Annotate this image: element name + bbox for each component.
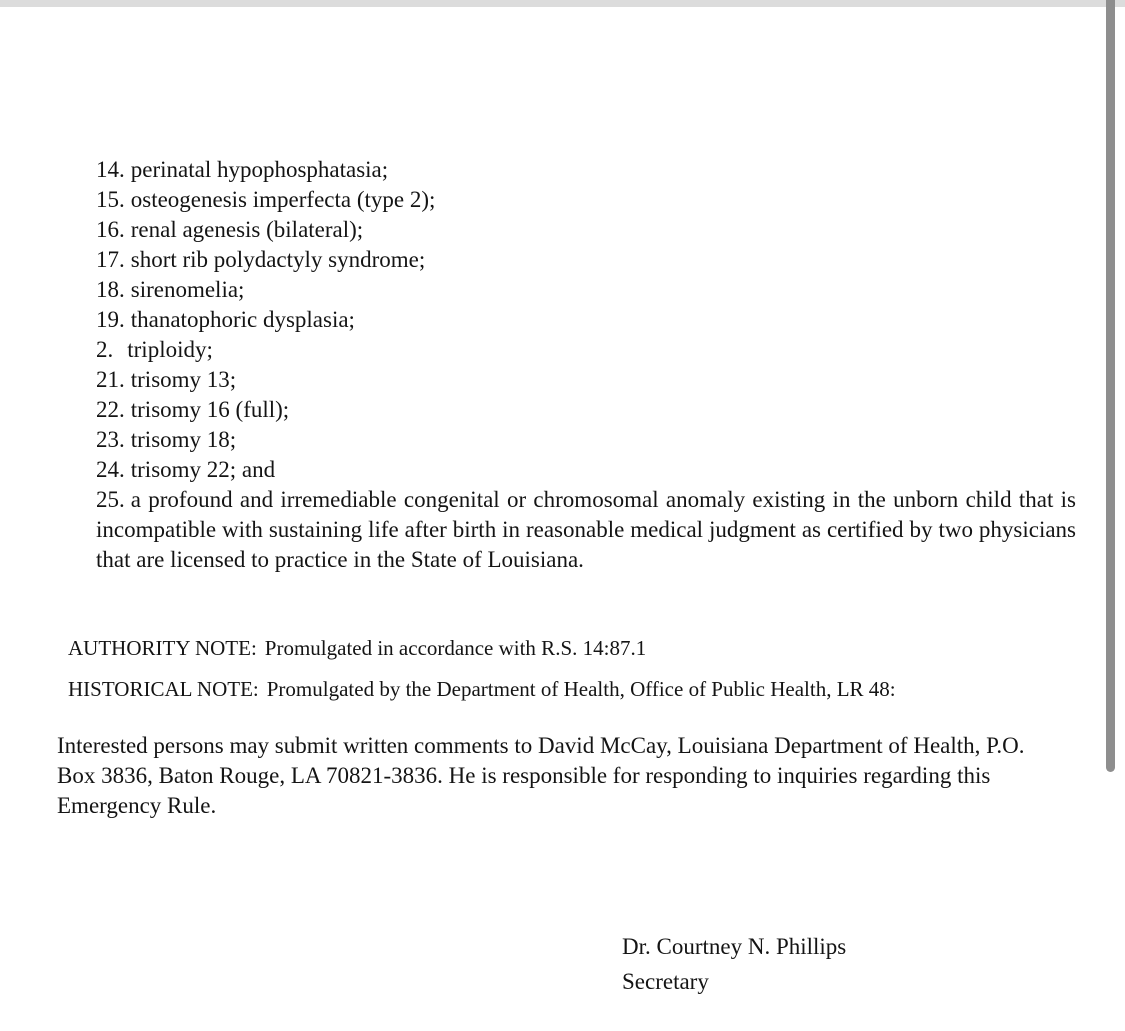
signature-block [622, 929, 846, 999]
list-item-number: 24. [96, 457, 125, 482]
list-item-text: trisomy 16 (full); [130, 397, 290, 422]
list-item [96, 455, 1076, 485]
list-item-text: trisomy 13; [130, 367, 237, 392]
list-item-number: 21. [96, 367, 125, 392]
list-item [96, 485, 1076, 575]
list-item-number: 16. [96, 217, 125, 242]
authority-note [68, 634, 646, 662]
list-item [96, 395, 1076, 425]
historical-note-label: HISTORICAL NOTE: [68, 677, 259, 701]
list-item [96, 155, 1076, 185]
authority-note-text: Promulgated in accordance with R.S. 14:87.1 [264, 636, 647, 660]
list-item-number: 19. [96, 307, 125, 332]
list-item-text: thanatophoric dysplasia; [130, 307, 355, 332]
list-item-number: 15. [96, 187, 125, 212]
list-item-number: 17. [96, 247, 125, 272]
historical-note [68, 675, 896, 703]
authority-note-label: AUTHORITY NOTE: [68, 636, 257, 660]
list-item-number: 14. [96, 157, 125, 182]
list-item [96, 365, 1076, 395]
anomaly-list [96, 155, 1076, 575]
comments-paragraph: Interested persons may submit written comments to David McCay, Louisiana Department of Health, P.O. Box 3836, Baton Rouge, LA 70821-3836. He is responsible for responding to inquiries regarding this Emergency Rule. [57, 733, 1025, 818]
historical-note-text: Promulgated by the Department of Health, Office of Public Health, LR 48: [266, 677, 896, 701]
list-item-text: renal agenesis (bilateral); [130, 217, 364, 242]
viewer-top-bar [0, 0, 1125, 7]
list-item-number: 25. [96, 487, 125, 512]
scrollbar-thumb[interactable] [1106, 0, 1115, 772]
list-item-text: trisomy 18; [130, 427, 237, 452]
list-item-text: perinatal hypophosphatasia; [130, 157, 389, 182]
list-item-number: 18. [96, 277, 125, 302]
list-item [96, 425, 1076, 455]
list-item-text: trisomy 22; and [130, 457, 276, 482]
list-item-number: 22. [96, 397, 125, 422]
signatory-title: Secretary [622, 969, 709, 994]
list-item [96, 215, 1076, 245]
list-item [96, 275, 1076, 305]
list-item [96, 305, 1076, 335]
signatory-name: Dr. Courtney N. Phillips [622, 934, 847, 959]
list-item-text: triploidy; [127, 337, 213, 362]
list-item [96, 245, 1076, 275]
list-item-text: sirenomelia; [130, 277, 245, 302]
list-item [96, 335, 1076, 365]
list-item [96, 185, 1076, 215]
list-item-number: 2. [96, 337, 114, 362]
list-item-number: 23. [96, 427, 125, 452]
list-item-text: a profound and irremediable congenital or chromosomal anomaly existing in the unborn child that is incompatible with sustaining life after birth in reasonable medical judgment as certified by two physicians that are licensed to practice in the State of Louisiana. [96, 487, 1076, 572]
list-item-text: short rib polydactyly syndrome; [130, 247, 426, 272]
list-item-text: osteogenesis imperfecta (type 2); [130, 187, 436, 212]
